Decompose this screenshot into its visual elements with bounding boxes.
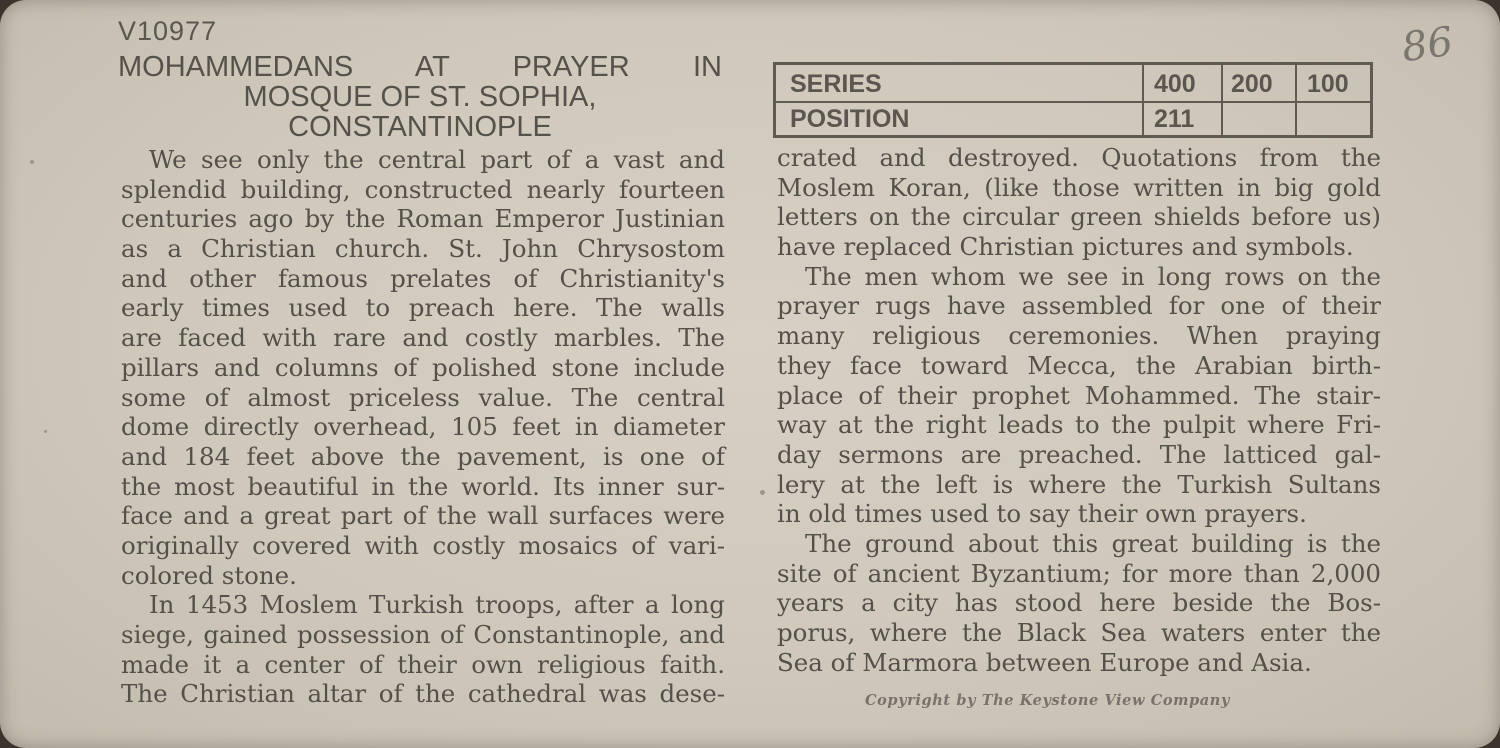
left-text-column [121,145,725,709]
text-line: years a city has stood here beside the Bos- [777,588,1381,618]
text-line: the most beautiful in the world. Its inner sur- [121,471,725,501]
text-line: letters on the circular green shields before us) [777,202,1381,232]
text-line: early times used to preach here. The walls [121,293,725,323]
copyright-notice: Copyright by The Keystone View Company [865,692,1230,709]
text-line: lery at the left is where the Turkish Sultans [777,469,1381,499]
text-line: centuries ago by the Roman Emperor Justinian [121,204,725,234]
text-line: splendid building, constructed nearly fourteen [121,174,725,204]
text-line: In 1453 Moslem Turkish troops, after a long [149,590,725,620]
text-line: place of their prophet Mohammed. The stair- [777,380,1381,410]
handwritten-number: 86 [1399,18,1456,72]
paper-speck [44,430,47,433]
position-label: POSITION [790,105,910,133]
title-line: MOHAMMEDANS AT PRAYER IN [118,51,722,83]
text-line: porus, where the Black Sea waters enter the [777,618,1381,647]
text-line: colored stone. [121,560,297,590]
title-line: MOSQUE OF ST. SOPHIA, [243,81,597,113]
text-line: originally covered with costly mosaics of vari- [121,530,725,560]
paper-speck [760,490,765,495]
text-line: and other famous prelates of Christianity's [121,263,725,293]
text-line: they face toward Mecca, the Arabian birth- [777,350,1381,380]
right-text-column [777,143,1381,677]
text-line: Moslem Koran, (like those written in big gold [777,172,1381,202]
text-line: prayer rugs have assembled for one of their [777,291,1381,321]
text-line: dome directly overhead, 105 feet in diameter [121,412,725,442]
title-line: CONSTANTINOPLE [288,111,552,143]
text-line: site of ancient Byzantium; for more than 2,000 [777,558,1381,588]
text-line: The men whom we see in long rows on the [805,261,1381,291]
position-value: 211 [1154,105,1195,133]
catalog-number: V10977 [118,16,218,46]
text-line: day sermons are preached. The latticed gal- [777,439,1381,469]
text-line: pillars and columns of polished stone include [121,352,725,382]
text-line: Sea of Marmora between Europe and Asia. [777,647,1312,677]
text-line: siege, gained possession of Constantinople, and [121,620,725,649]
series-value: 100 [1307,70,1349,98]
text-line: as a Christian church. St. John Chrysostom [121,234,725,264]
text-line: in old times used to say their own prayers. [777,499,1307,529]
text-line: and 184 feet above the pavement, is one of [121,441,725,471]
text-line: are faced with rare and costly marbles. The [121,323,725,353]
series-value: 200 [1231,70,1273,98]
text-line: many religious ceremonies. When praying [777,321,1381,351]
paper-speck [30,160,34,164]
text-line: way at the right leads to the pulpit where Fri- [777,410,1381,440]
text-line: have replaced Christian pictures and symbols. [777,232,1354,262]
text-line: crated and destroyed. Quotations from the [777,143,1381,172]
text-line: The ground about this great building is the [805,528,1381,558]
text-line: some of almost priceless value. The central [121,382,725,412]
series-label: SERIES [790,70,882,98]
series-position-table [773,62,1373,138]
text-line: made it a center of their own religious faith. [121,649,725,679]
text-line: face and a great part of the wall surfaces were [121,501,725,531]
series-value: 400 [1154,70,1196,98]
text-line: The Christian altar of the cathedral was dese- [121,679,725,709]
text-line: We see only the central part of a vast and [149,145,725,174]
